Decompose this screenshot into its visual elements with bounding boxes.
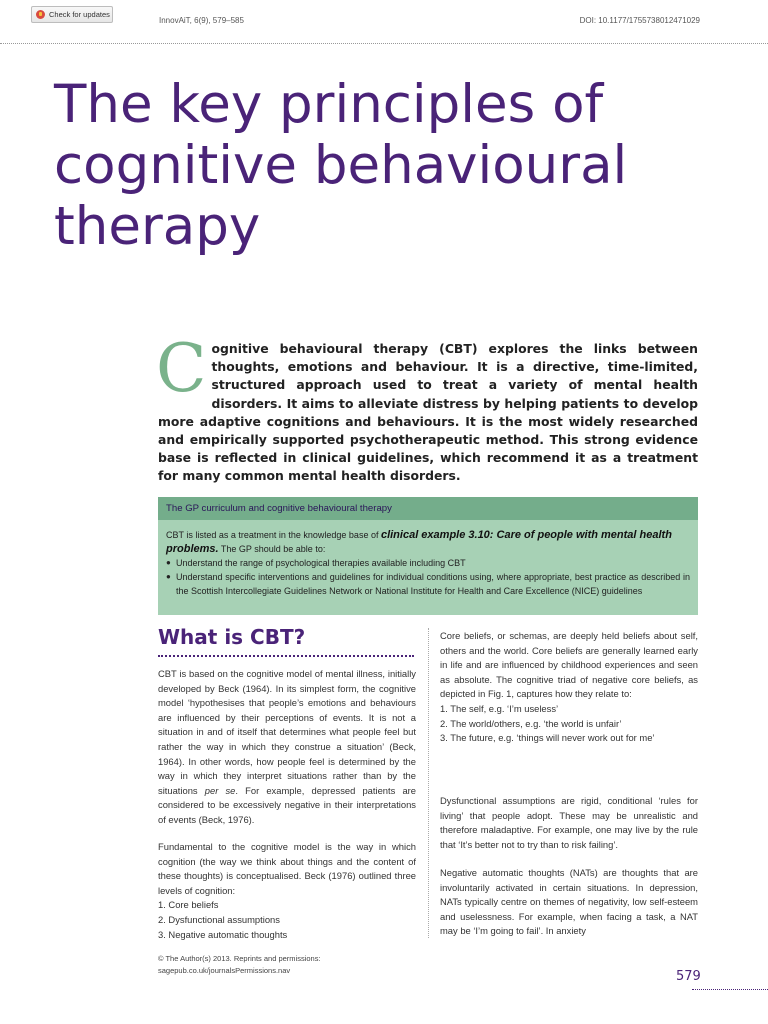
right-p3-text: Negative automatic thoughts (NATs) are thoughts that are involuntarily activated in certain situations. In depression, NATs typically centre on themes of negativity, low self-esteem and uselessness. For example, when facing a task, a NAT may be ‘I’m going to fail’. In anxiety [440,867,698,937]
abstract-text: ognitive behavioural therapy (CBT) explores the links between thoughts, emotions and behaviour. It is a directive, time-limited, structured approach used to treat a variety of mental health disorders. It aims to alleviate distress by helping patients to develop more adaptive cognitions and behaviours. It is the most widely researched and empirically supported psychotherapeutic method. This strong evidence base is reflected in clinical guidelines, which recommend it as a treatment for many common mental health disorders. [158,341,698,484]
left-column-paragraph-1 [158,667,416,828]
list-item: 3. Negative automatic thoughts [158,928,288,940]
page-number-rule [692,989,768,990]
abstract [156,330,698,486]
curriculum-box-heading: The GP curriculum and cognitive behavioural therapy [158,497,698,520]
right-column-paragraph-2 [440,794,698,852]
title-line-1: The key principles of [54,74,604,135]
header-divider [0,43,768,44]
curriculum-box [158,520,698,615]
left-p2-text: Fundamental to the cognitive model is the way in which cognition (the way we think about things and the content of these thoughts) is conceptualised. Beck (1976) outlined three levels of cognition: [158,841,416,896]
list-item: 1. Core beliefs [158,899,219,911]
list-item: 2. Dysfunctional assumptions [158,913,280,925]
left-p1-emphasis: per se [204,784,236,796]
updates-badge-icon [36,10,45,19]
permissions-link[interactable]: sagepub.co.uk/journalsPermissions.nav [158,966,291,975]
title-line-3: therapy [54,196,261,257]
curriculum-bullet: ● Understand the range of psychological therapies available including CBT [166,556,690,570]
left-p1-text: CBT is based on the cognitive model of mental illness, initially developed by Beck (1964). In its simplest form, the cognitive model ‘hypothesises that people’s emotions and behaviours are influenced by their perceptions of events. It is not a situation in and of itself that determines what people feel but rather the way in which they construe a situation’ (Beck, 1964). In other words, how people feel is determined by the way in which they interpret situations rather than by the situations [158,668,416,796]
curriculum-box-intro [166,528,690,556]
curriculum-bullet-list [166,556,690,598]
column-divider [428,628,429,938]
section-heading-rule [158,655,414,657]
right-column-paragraph-3 [440,866,698,939]
section-heading: What is CBT? [158,625,306,649]
check-for-updates-label: Check for updates [49,10,110,19]
journal-reference: InnovAiT, 6(9), 579–585 [159,16,244,25]
copyright-text: © The Author(s) 2013. Reprints and permissions: [158,954,321,963]
right-column-paragraph-1 [440,629,698,746]
curriculum-intro-text: CBT is listed as a treatment in the knowledge base of [166,530,381,540]
abstract-dropcap: C [156,330,207,407]
left-column-paragraph-2 [158,840,416,942]
copyright-footnote [158,953,321,977]
list-item: 1. The self, e.g. ‘I’m useless’ [440,702,559,714]
left-p1-text-end: . For example, depressed patients are considered to be excessively negative in their interpretations of events (Beck, 1976). [158,784,416,825]
curriculum-intro-tail: The GP should be able to: [218,544,326,554]
doi-link[interactable]: DOI: 10.1177/1755738012471029 [579,16,700,25]
list-item: 2. The world/others, e.g. ‘the world is unfair’ [440,717,622,729]
check-for-updates-button[interactable] [31,6,113,23]
right-p2-text: Dysfunctional assumptions are rigid, conditional ‘rules for living’ that people adopt. These may be unrealistic and therefore maladaptive. For example, one may live by the rule that ‘It’s better not to try than to risk failing’. [440,795,698,850]
curriculum-clinical-example: clinical example 3.10: Care of people with mental health problems. [166,529,672,555]
article-title [54,74,694,257]
right-p1-text: Core beliefs, or schemas, are deeply held beliefs about self, others and the world. Core beliefs are generally learned early in life and are influenced by childhood experiences and seen as absolute. The cognitive triad of negative core beliefs, as depicted in Fig. 1, captures how they relate to: [440,630,698,700]
curriculum-bullet: ● Understand specific interventions and guidelines for individual conditions using, where appropriate, best practice as described in the Scottish Intercollegiate Guidelines Network or National Institute for Health and Care Excellence (NICE) guidelines [166,570,690,598]
page-number: 579 [676,969,701,984]
cognition-levels-list [158,898,416,942]
title-line-2: cognitive behavioural [54,135,628,196]
cognitive-triad-list [440,702,698,746]
list-item: 3. The future, e.g. ‘things will never work out for me’ [440,732,655,744]
